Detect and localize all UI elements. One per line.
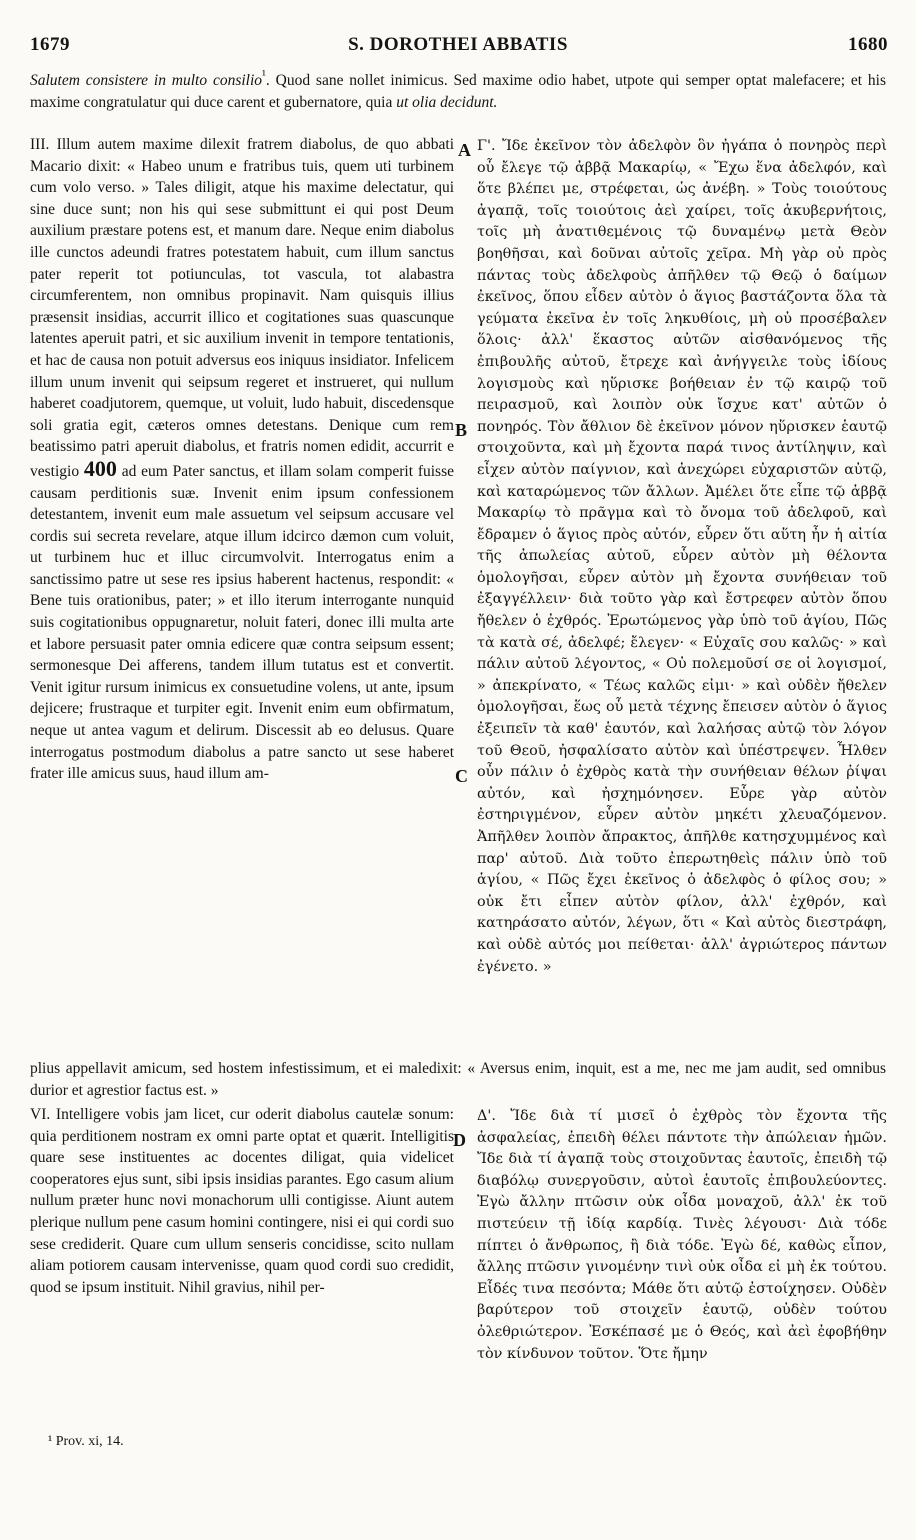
latin-bridge-text: plius appellavit amicum, sed hostem infestissimum, et ei maledixit: « Aversus enim, inquit, est a me, nec me jam audit, sed omnibus durior et agrestior factus est. » (30, 1060, 886, 1099)
footnote: ¹ Prov. xi, 14. (48, 1434, 124, 1449)
page-number-right: 1680 (848, 34, 888, 55)
running-title: S. DOROTHEI ABBATIS (348, 34, 568, 55)
proverb-quote: ut olia decidunt. (396, 93, 498, 111)
bridge-paragraph (30, 1058, 886, 1101)
greek-section-g: Γ'. Ἴδε ἐκεῖνον τὸν ἀδελφὸν ὃν ἠγάπα ὁ πονηρὸς περὶ οὗ ἔλεγε τῷ ἀββᾷ Μακαρίῳ, « Ἔχω ἕνα ἀδελφόν, καὶ ὅτε βλέπει με, στρέφεται, ὡς ἀνέβη. » Τοὺς τοιούτους ἀγαπᾷ, τοῖς τοιούτοις ἀεὶ χαίρει, τοῖς ἀκυβερνήτοις, τοῖς μὴ ἀνατιθεμένοις τῷ δυναμένῳ μετὰ Θεὸν βοηθῆσαι, καὶ δοῦναι αὐτοῖς χεῖρα. Μὴ γὰρ οὐ πρὸς πάντας τοὺς ἀδελφοὺς ἀπῆλθεν τῷ Θεῷ ὁ δαίμων ἐκεῖνος, ὅπου εἶδεν αὐτὸν ὁ ἅγιος βαστάζοντα ὅλα τὰ γεύματα ἐκεῖνα ἐν τοῖς ληκυθίοις, μὴ οὐ προσέβαλεν ὅλοις· ἀλλ' ἕκαστος αὐτῶν αἰσθανόμενος τῆς ἐπιβουλῆς αὐτοῦ, ἔτρεχε καὶ ἀνήγγειλε τοὺς ἰδίους λογισμοὺς καὶ ηὕρισκε βοήθειαν ἐν τῷ καιρῷ τοῦ πειρασμοῦ, καὶ λοιπὸν οὐκ ἴσχυε κατ' αὐτῶν ὁ πονηρός. Τὸν ἄθλιον δὲ ἐκεῖνον μόνον ηὕρισκεν ἑαυτῷ στοιχοῦντα, καὶ μὴ ἔχοντα παρά τινος ἀντίληψιν, καὶ εἶχεν αὐτὸν παίγνιον, καὶ ἀνεχώρει εὐχαριστῶν αὐτῷ, καὶ καταρώμενος τῶν ἄλλων. Ἀμέλει ὅτε εἶπε τῷ ἀββᾷ Μακαρίῳ τὸ πρᾶγμα καὶ τὸ ὄνομα τοῦ ἀδελφοῦ, καὶ ἔδραμεν ὁ ἅγιος πρὸς αὐτόν, εὗρεν ὅτι αὕτη ἦν ἡ αἰτία τῆς ἀπωλείας αὐτοῦ, εὗρεν αὐτὸν μὴ θέλοντα ὁμολογῆσαι, εὗρεν αὐτὸν μὴ ἔχοντα συνήθειαν τοῦ ἐξαγγέλλειν· διὰ τοῦτο γὰρ καὶ ἔστρεφεν αὐτὸν ὅπου ἤθελεν ὁ ἐχθρός. Ἐρωτώμενος γὰρ ὑπὸ τοῦ ἁγίου, Πῶς τὰ κατὰ σέ, ἀδελφέ; ἔλεγεν· « Εὐχαῖς σου καλῶς· » καὶ πάλιν αὐτοῦ λέγοντος, « Οὐ πολεμοῦσί σε οἱ λογισμοί, » ἀπεκρίνατο, « Τέως καλῶς εἰμι· » καὶ οὐδὲν ἤθελεν ὁμολογῆσαι, ἕως οὗ μετὰ τέχνης ἔπεισεν αὐτὸν ὁ ἅγιος ἐξειπεῖν τὰ καθ' ἑαυτόν, καὶ λαλήσας αὐτῷ τὸν λόγον τοῦ Θεοῦ, ἠσφαλίσατο αὐτὸν καὶ ὑπέστρεψεν. Ἦλθεν οὖν πάλιν ὁ ἐχθρὸς κατὰ τὴν συνήθειαν θέλων ῥίψαι αὐτόν, καὶ ἠσχημόνησεν. Εὗρε γὰρ αὐτὸν ἐστηριγμένον, εὗρεν αὐτὸν μηκέτι χλευαζόμενον. Ἀπῆλθεν λοιπὸν ἄπρακτος, ἀπῆλθε κατησχυμμένος καὶ παρ' αὐτοῦ. Διὰ τοῦτο ἐπερωτηθεὶς πάλιν ὑπὸ τοῦ ἁγίου, « Πῶς ἔχει ἐκεῖνος ὁ ἀδελφὸς ὁ φίλος σου; » οὐκ ἔτι εἶπεν αὐτὸν φίλον, ἀλλ' ἐχθρόν, καὶ κατηράσατο αὐτόν, λέγων, ὅτι « Καὶ αὐτὸς διεστράφη, καὶ οὐδὲ αὐτός μοι πείθεται· ἀλλ' ἀγριώτερος πάντων ἐγένετο. » (477, 138, 887, 975)
greek-column-upper (477, 136, 887, 978)
margin-marker-b: B (455, 420, 468, 440)
margin-marker-d: D (453, 1130, 466, 1150)
latin-column-upper (30, 134, 454, 785)
greek-section-d: Δ'. Ἴδε διὰ τί μισεῖ ὁ ἐχθρὸς τὸν ἔχοντα τῆς ἀσφαλείας, ἐπειδὴ θέλει πάντοτε τὴν ἀπώλειαν ἡμῶν. Ἴδε διὰ τί ἀγαπᾷ τοὺς στοιχοῦντας ἑαυτοῖς, ἐπειδὴ τῷ διαβόλῳ συνεργοῦσιν, αὐτοὶ ἑαυτοῖς ἐπιβουλεύοντες. Ἐγὼ ἄλλην πτῶσιν οὐκ οἶδα μοναχοῦ, ἀλλ' ἐκ τοῦ πιστεύειν τῇ ἰδίᾳ καρδίᾳ. Τινὲς λέγουσι· Διὰ τόδε πίπτει ὁ ἄνθρωπος, ἢ διὰ τόδε. Ἐγὼ δέ, καθὼς εἶπον, ἄλλης πτῶσιν γινομένην τινὶ οὐκ οἶδα εἰ μὴ ἐκ τούτου. Εἶδές τινα πεσόντα; Μάθε ὅτι αὐτῷ ἐστοίχησεν. Οὐδὲν βαρύτερον τοῦ στοιχεῖν ἑαυτῷ, οὐδὲν τούτου ὀλεθριώτερον. Ἐσκέπασέ με ὁ Θεός, καὶ ἀεὶ ἐφοβήθην τὸν κίνδυνον τοῦτον. Ὅτε ἤμην (477, 1108, 887, 1362)
margin-marker-c: C (455, 766, 468, 786)
column-number-400: 400 (83, 455, 117, 481)
footnote-ref: ¹ (262, 67, 266, 82)
top-text: . Quod sane nollet inimicus. Sed maxime odio habet, utpote qui semper optat malefacere; et his maxime congratulatur qui duce carent et gubernatore, quia (30, 72, 886, 111)
top-paragraph (30, 64, 886, 113)
margin-marker-a: A (458, 140, 471, 160)
latin-section-iii: III. Illum autem maxime dilexit fratrem diabolus, de quo abbati Macario dixit: « Habeo unum e fratribus tuis, quem uti turbinem cum volo verso. » Tales diligit, atque his maxime delectatur, qui sine duce sunt; non his qui sese submittunt ei qui post Deum auxilium præstare potens est, et manum dare. Neque enim diabolus ille cunctos adeundi fratres potestatem habuit, cum illum sanctus pater reperit tot potiunculas, tot vascula, tot alabastra circumferentem, non omnibus propinavit. Nam quisquis illius præsensit insidias, accurrit illico et cogitationes suas quascunque latentes aperuit patri, et sic auxilium invenit in tempore tentationis, et hac de causa non potuit adversus eos iniquus insidiator. Infelicem illum unum invenit qui seipsum regeret et instrueret, qui nullum haberet coadjutorem, quemque, ut voluit, ludo habuit, discedensque soli gratia egit, cæteros omnes detestans. Denique cum rem beatissimo patri aperuit diabolus, et fratris nomen edidit, accurrit e vestigio (30, 136, 454, 480)
latin-section-iii-cont: ad eum Pater sanctus, et illam solam comperit fuisse causam perditionis suæ. Invenit enim ipsum confessionem detestantem, invenit eum male assuetum vel seipsum accusare vel cordis sui secreta revelare, atque illum idcirco dæmon cum voluit, ut turbinem huc et illuc circumvolvit. Interrogatus enim a sanctissimo patre ut sese res ipsius haberent hactenus, respondit: « Bene tuis orationibus, pater; » et illo iterum interrogante nunquid suis cogitationibus oppugnaretur, noluit fateri, donec illi multa arte et labore persuasit pater omnia edicere quæ contra seipsum essent; sermonesque Dei afferens, tandem illum tutatus est et convertit. Venit igitur rursum inimicus ex consuetudine volens, ut ante, ipsum dejicere; frustraque et turpiter egit. Invenit enim eum obfirmatum, neque ut antea vagum et delirum. Discessit ab eo delusus. Quare interrogatus postmodum diabolus a patre sancto ut sese haberet frater ille amicus suus, haud illum am- (30, 462, 454, 783)
latin-column-lower (30, 1104, 454, 1298)
latin-section-vi: VI. Intelligere vobis jam licet, cur oderit diabolus cautelæ sonum: quia perditionem nostram ex omni parte optat et quærit. Intelligitis quare sese instituentes ac docentes diligat, quia videlicet cooperatores ejus sunt, sibi ipsis insidias parantes. Ego casum alium nullum præter hunc novi monachorum ulli contigisse. Aiunt autem plerique nullum pene casum homini contingere, nisi ei qui cordi suo sese crediderit. Quare cum ullum senseris concidisse, scito nullam aliam potiorem causam intervenisse, quam quod cordi suo credidit, quod se ipsum instituit. Nihil gravius, nihil per- (30, 1106, 454, 1296)
scripture-quote: Salutem consistere in multo consilio (30, 72, 263, 90)
page-number-left: 1679 (30, 34, 70, 55)
greek-column-lower (477, 1106, 887, 1365)
